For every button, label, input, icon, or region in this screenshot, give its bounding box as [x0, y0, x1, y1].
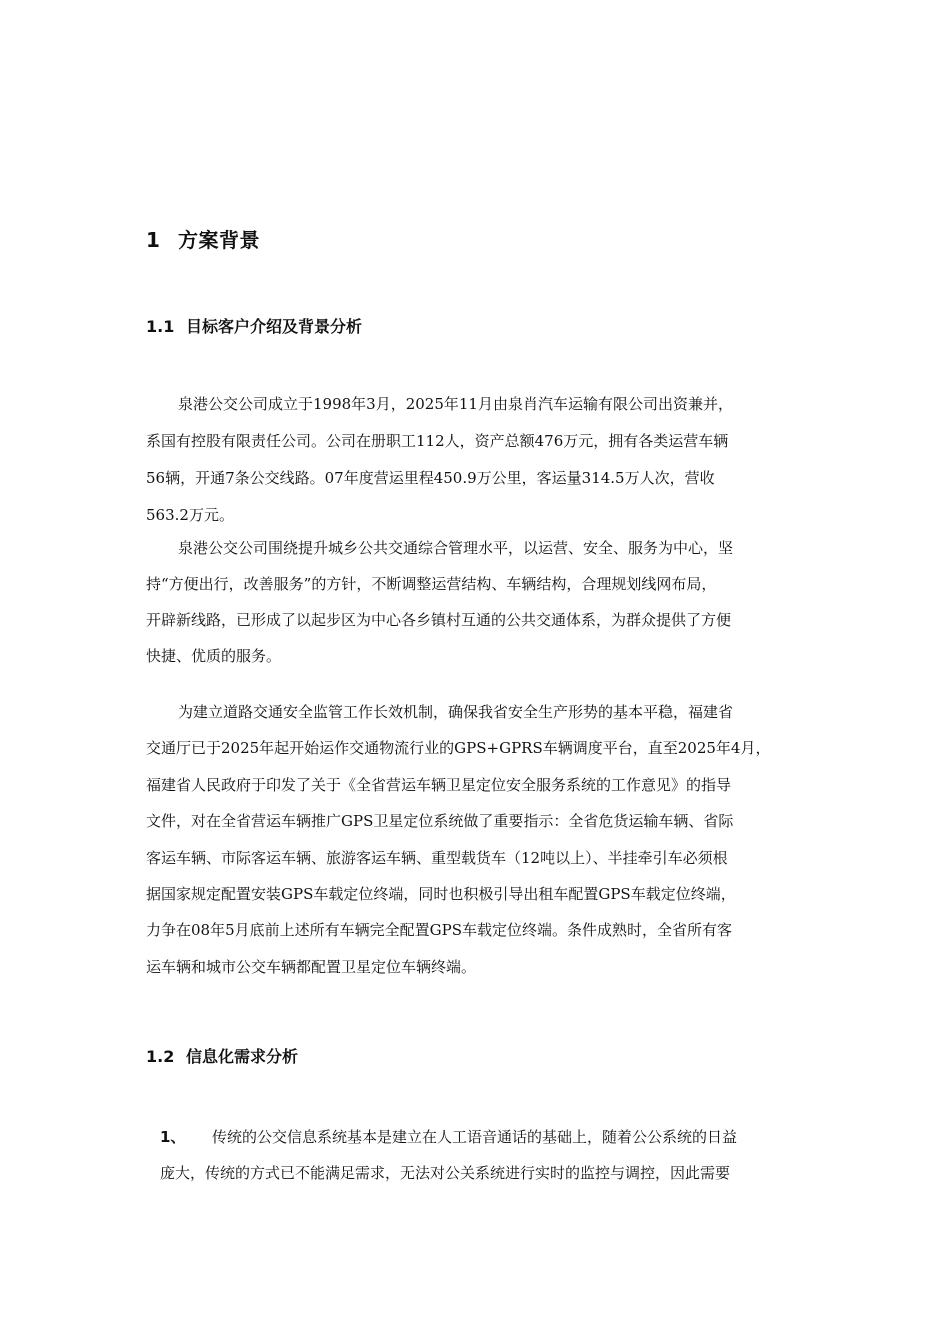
section-heading-1-2 — [146, 1044, 298, 1067]
section-number: 1.1 — [146, 317, 175, 336]
section-number: 1 — [146, 228, 161, 252]
paragraph-line: 为建立道路交通安全监管工作长效机制，确保我省安全生产形势的基本平稳，福建省 — [178, 703, 734, 721]
paragraph-line: 庞大，传统的方式已不能满足需求，无法对公关系统进行实时的监控与调控，因此需要 — [160, 1164, 731, 1182]
paragraph-gps-policy — [146, 694, 808, 985]
section-heading-1 — [146, 224, 260, 253]
paragraph-company-intro — [146, 386, 808, 534]
paragraph-line: 563.2万元。 — [146, 506, 234, 524]
paragraph-line: 福建省人民政府于印发了关于《全省营运车辆卫星定位安全服务系统的工作意见》的指导 — [146, 775, 732, 794]
section-title: 信息化需求分析 — [186, 1047, 299, 1066]
paragraph-line: 泉港公交公司围绕提升城乡公共交通综合管理水平，以运营、安全、服务为中心，坚 — [178, 539, 734, 557]
section-title: 目标客户介绍及背景分析 — [186, 317, 363, 336]
paragraph-line: 文件，对在全省营运车辆推广GPS卫星定位系统做了重要指示：全省危货运输车辆、省际 — [146, 812, 734, 831]
section-title: 方案背景 — [178, 228, 260, 252]
paragraph-line: 交通厅已于2025年起开始运作交通物流行业的GPS+GPRS车辆调度平台，直至2025年4月， — [146, 739, 771, 758]
paragraph-line: 运车辆和城市公交车辆都配置卫星定位车辆终端。 — [146, 957, 477, 976]
paragraph-line: 持“方便出行，改善服务”的方针，不断调整运营结构、车辆结构，合理规划线网布局， — [146, 575, 717, 593]
paragraph-line: 56辆，开通7条公交线路。07年度营运里程450.9万公里，客运量314.5万人次，营收 — [146, 469, 715, 487]
paragraph-line: 泉港公交公司成立于1998年3月，2025年11月由泉肖汽车运输有限公司出资兼并， — [178, 395, 733, 413]
list-marker: 1、 — [160, 1128, 186, 1146]
list-item-body — [146, 1119, 826, 1191]
section-heading-1-1 — [146, 314, 362, 337]
paragraph-line: 开辟新线路，已形成了以起步区为中心各乡镇村互通的公共交通体系，为群众提供了方便 — [146, 611, 732, 629]
paragraph-service-policy — [146, 530, 808, 674]
paragraph-line: 力争在08年5月底前上述所有车辆完全配置GPS车载定位终端。条件成熟时，全省所有客 — [146, 921, 732, 940]
paragraph-line: 系国有控股有限责任公司。公司在册职工112人，资产总额476万元，拥有各类运营车辆 — [146, 432, 729, 450]
paragraph-line: 据国家规定配置安装GPS车载定位终端，同时也积极引导出租车配置GPS车载定位终端， — [146, 884, 736, 903]
paragraph-line: 传统的公交信息系统基本是建立在人工语音通话的基础上，随着公公系统的日益 — [212, 1128, 738, 1146]
paragraph-line: 客运车辆、市际客运车辆、旅游客运车辆、重型载货车（12吨以上）、半挂牵引车必须根 — [146, 848, 728, 867]
section-number: 1.2 — [146, 1047, 175, 1066]
paragraph-line: 快捷、优质的服务。 — [146, 647, 282, 665]
